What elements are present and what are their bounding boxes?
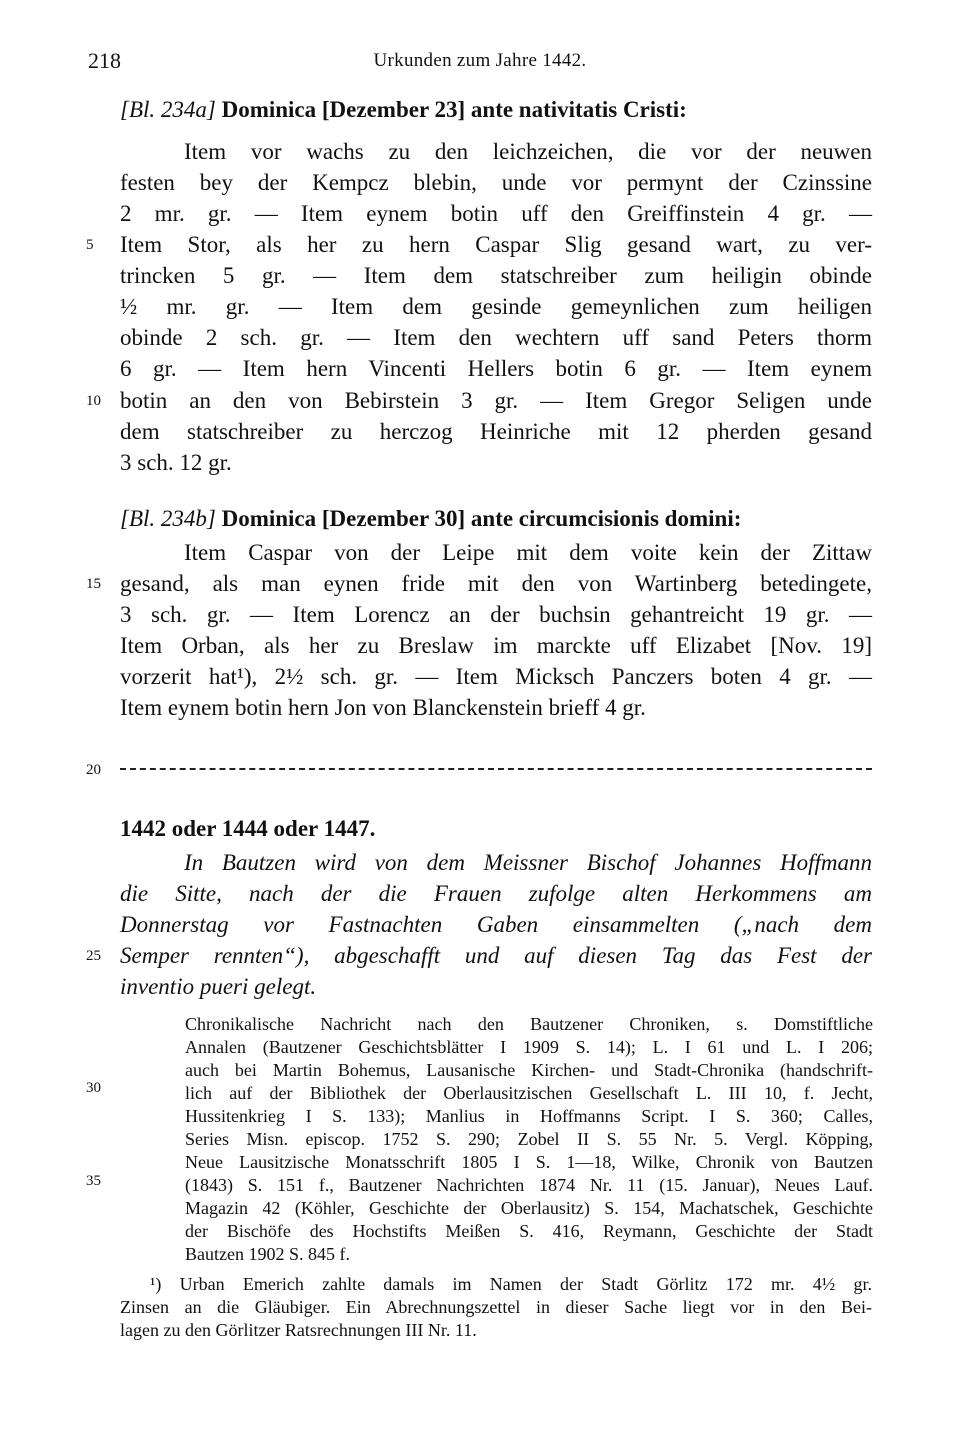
footnote-line: lagen zu den Görlitzer Ratsrechnungen III Nr. 11. bbox=[120, 1320, 477, 1340]
source-note-line: (1843) S. 151 f., Bautzener Nachrichten 1874 Nr. 11 (15. Januar), Neues Lauf. bbox=[185, 1175, 873, 1195]
source-note-line: Neue Lausitzische Monatsschrift 1805 I S. 1—18, Wilke, Chronik von Bautzen bbox=[185, 1152, 873, 1172]
text-line: trincken 5 gr. — Item dem statschreiber zum heiligin obinde bbox=[120, 263, 872, 288]
line-number: 5 bbox=[86, 237, 94, 253]
line-number: 30 bbox=[86, 1080, 101, 1096]
footnote-line: ¹) Urban Emerich zahlte damals im Namen der Stadt Görlitz 172 mr. 4½ gr. bbox=[150, 1274, 872, 1294]
text-line: vorzerit hat¹), 2½ sch. gr. — Item Micksch Panczers boten 4 gr. — bbox=[120, 664, 872, 689]
text-line: botin an den von Bebirstein 3 gr. — Item Gregor Seligen unde bbox=[120, 388, 872, 413]
regest-line: Donnerstag vor Fastnachten Gaben einsammelten („nach dem bbox=[120, 912, 872, 937]
line-number: 15 bbox=[86, 576, 101, 592]
footnote-line: Zinsen an die Gläubiger. Ein Abrechnungszettel in dieser Sache liegt vor in den Bei- bbox=[120, 1297, 872, 1317]
source-note-line: lich auf der Bibliothek der Oberlausitzischen Gesellschaft L. III 10, f. Jecht, bbox=[185, 1083, 873, 1103]
text-line: Item Caspar von der Leipe mit dem voite kein der Zittaw bbox=[184, 540, 872, 565]
text-line: 3 sch. 12 gr. bbox=[120, 450, 232, 475]
heading-text: Dominica [Dezember 23] ante nativitatis Cristi: bbox=[221, 97, 687, 122]
folio-ref: [Bl. 234a] bbox=[120, 97, 216, 122]
text-line: 6 gr. — Item hern Vincenti Hellers botin 6 gr. — Item eynem bbox=[120, 356, 872, 381]
section-heading bbox=[120, 504, 872, 534]
text-line: Item Stor, als her zu hern Caspar Slig gesand wart, zu ver- bbox=[120, 232, 872, 257]
line-number: 10 bbox=[86, 393, 101, 409]
source-note-line: Chronikalische Nachricht nach den Bautzener Chroniken, s. Domstiftliche bbox=[185, 1014, 873, 1034]
regest-line: In Bautzen wird von dem Meissner Bischof Johannes Hoffmann bbox=[184, 850, 872, 875]
heading-text: Dominica [Dezember 30] ante circumcisionis domini: bbox=[221, 506, 742, 531]
line-number: 20 bbox=[86, 762, 101, 778]
regest-line: die Sitte, nach der die Frauen zufolge alten Herkommens am bbox=[120, 881, 872, 906]
regest-line: inventio pueri gelegt. bbox=[120, 974, 317, 999]
source-note-line: der Bischöfe des Hochstifts Meißen S. 416, Reymann, Geschichte der Stadt bbox=[185, 1221, 873, 1241]
year-heading: 1442 oder 1444 oder 1447. bbox=[120, 816, 376, 841]
source-note-line: auch bei Martin Bohemus, Lausanische Kirchen- und Stadt-Chronika (handschrift- bbox=[185, 1060, 873, 1080]
source-note-line: Annalen (Bautzener Geschichtsblätter I 1909 S. 14); L. I 61 und L. I 206; bbox=[185, 1037, 873, 1057]
source-note-line: Magazin 42 (Köhler, Geschichte der Oberlausitz) S. 154, Machatschek, Geschichte bbox=[185, 1198, 873, 1218]
regest-line: Semper rennten“), abgeschafft und auf diesen Tag das Fest der bbox=[120, 943, 872, 968]
section-divider bbox=[120, 768, 872, 770]
text-line: Item eynem botin hern Jon von Blanckenstein brieff 4 gr. bbox=[120, 695, 646, 720]
source-note-line: Hussitenkrieg I S. 133); Manlius in Hoffmanns Script. I S. 360; Calles, bbox=[185, 1106, 873, 1126]
page-number: 218 bbox=[88, 48, 121, 73]
text-line: festen bey der Kempcz blebin, unde vor permynt der Czinssine bbox=[120, 170, 872, 195]
text-line: 2 mr. gr. — Item eynem botin uff den Greiffinstein 4 gr. — bbox=[120, 201, 872, 226]
text-line: dem statschreiber zu herczog Heinriche mit 12 pherden gesand bbox=[120, 419, 872, 444]
line-number: 25 bbox=[86, 948, 101, 964]
folio-ref: [Bl. 234b] bbox=[120, 506, 216, 531]
line-number: 35 bbox=[86, 1173, 101, 1189]
text-line: gesand, als man eynen fride mit den von Wartinberg betedingete, bbox=[120, 571, 872, 596]
text-line: ½ mr. gr. — Item dem gesinde gemeynlichen zum heiligen bbox=[120, 294, 872, 319]
text-line: 3 sch. gr. — Item Lorencz an der buchsin gehantreicht 19 gr. — bbox=[120, 602, 872, 627]
running-title: Urkunden zum Jahre 1442. bbox=[373, 50, 587, 71]
text-line: Item vor wachs zu den leichzeichen, die vor der neuwen bbox=[184, 139, 872, 164]
section-heading bbox=[120, 95, 872, 125]
text-line: Item Orban, als her zu Breslaw im marckte uff Elizabet [Nov. 19] bbox=[120, 633, 872, 658]
text-line: obinde 2 sch. gr. — Item den wechtern uff sand Peters thorm bbox=[120, 325, 872, 350]
source-note-line: Series Misn. episcop. 1752 S. 290; Zobel II S. 55 Nr. 5. Vergl. Köpping, bbox=[185, 1129, 873, 1149]
source-note-line: Bautzen 1902 S. 845 f. bbox=[185, 1244, 350, 1264]
